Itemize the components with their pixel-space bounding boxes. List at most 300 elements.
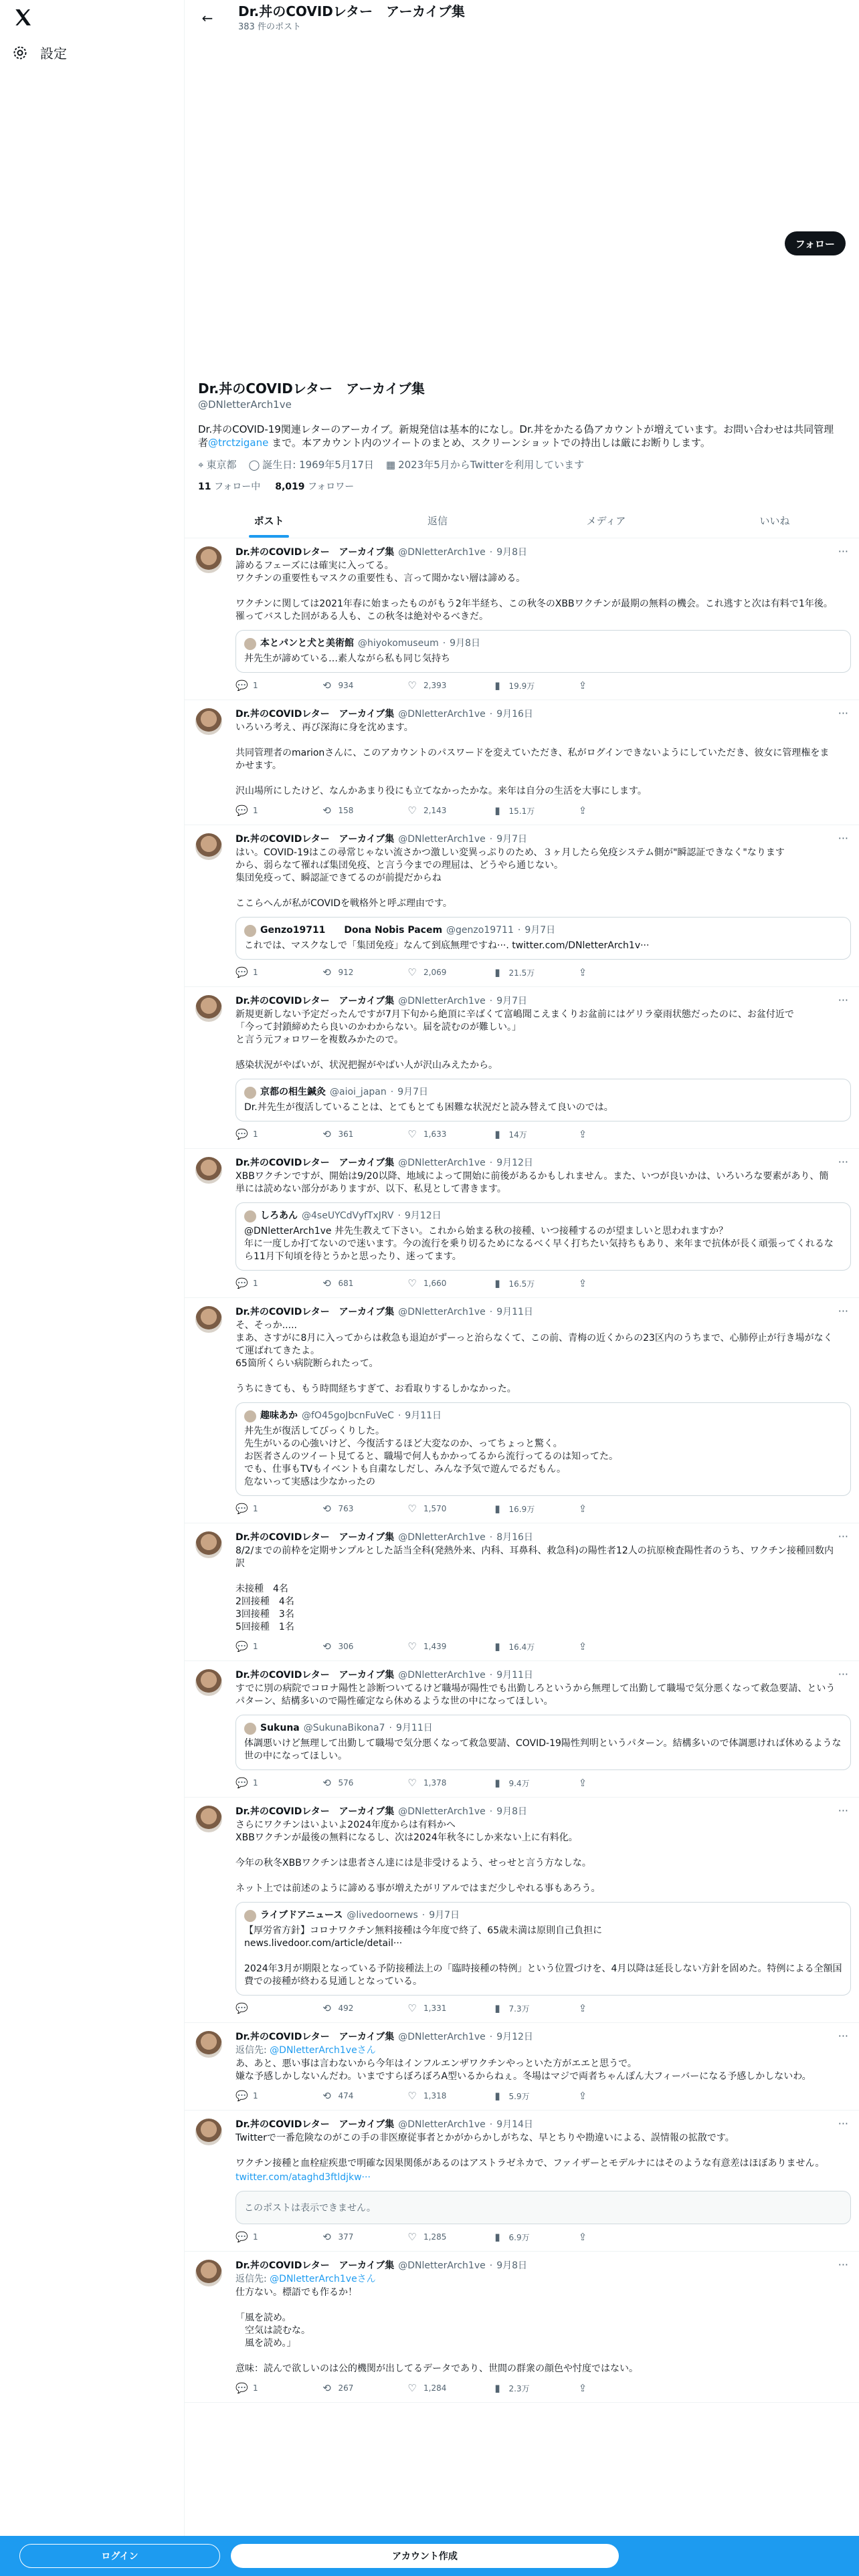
author-name[interactable]: Dr.丼のCOVIDレター アーカイブ集	[235, 1158, 395, 1168]
separator: ·	[489, 1806, 493, 1817]
reply-button[interactable]	[235, 2002, 296, 2014]
avatar[interactable]	[195, 1669, 222, 1696]
bio-text: Dr.丼のCOVID-19関連レターのアーカイブ。新規発信は基本的になし。Dr.丼をかたる偽アカウントが増えています。お問い合わせは共同管理者	[198, 423, 834, 449]
view-button[interactable]	[492, 1640, 552, 1652]
more-icon[interactable]: ···	[838, 1804, 848, 1817]
retweet-icon: ⟲	[322, 2231, 331, 2243]
tweet-header	[235, 708, 848, 720]
retweet-count: 474	[338, 2091, 354, 2101]
more-icon[interactable]: ···	[838, 1156, 848, 1168]
view-button[interactable]	[492, 2382, 552, 2394]
reply-count: 1	[253, 1130, 258, 1139]
retweet-icon: ⟲	[322, 1503, 331, 1515]
view-count: 6.9万	[508, 2232, 530, 2242]
tweet-actions	[235, 1277, 637, 1289]
like-count: 1,378	[423, 1778, 447, 1788]
quote-date: 9月11日	[396, 1723, 433, 1733]
view-button[interactable]	[492, 1277, 552, 1289]
tweet-date[interactable]: 9月8日	[496, 1806, 528, 1817]
reply-button[interactable]	[235, 679, 296, 691]
tweet[interactable]	[185, 2252, 859, 2403]
quote-date: 9月7日	[429, 1910, 460, 1921]
view-icon: ▮	[494, 1503, 500, 1515]
tweet[interactable]	[185, 2023, 859, 2111]
like-button[interactable]	[406, 1640, 466, 1652]
tweet[interactable]	[185, 987, 859, 1149]
reply-count: 1	[253, 1504, 258, 1513]
retweet-icon: ⟲	[322, 679, 331, 691]
quote-avatar	[244, 1910, 256, 1922]
author-handle: @DNletterArch1ve	[398, 1806, 486, 1817]
like-count: 1,331	[423, 2004, 447, 2013]
more-icon[interactable]: ···	[838, 2030, 848, 2042]
avatar[interactable]	[195, 833, 222, 860]
reply-to-prefix: 返信先:	[235, 2045, 270, 2056]
like-icon: ♡	[407, 2090, 417, 2102]
like-button[interactable]	[406, 1277, 466, 1289]
more-icon[interactable]: ···	[838, 1668, 848, 1681]
nav-settings[interactable]	[12, 43, 67, 62]
quoted-tweet[interactable]	[235, 630, 851, 673]
location	[198, 457, 236, 471]
share-icon: ⇪	[578, 966, 587, 978]
tweet-header	[235, 1306, 848, 1318]
reply-icon: 💬	[235, 966, 248, 978]
quote-text: 丼先生が復活してびっくりした。 先生がいるの心強いけど、今復活するほど大変なのか、ってちょっと驚く。 お医者さんのツイート見てると、職場で何人もかかってるから流行ってるのは知ってた。 でも、仕事もTVもイベントも自粛なしだし、みんな予気で遊んでるだもん。 危ないって実感は少なかったの	[244, 1426, 619, 1487]
reply-button[interactable]	[235, 1277, 296, 1289]
post-count: 383 件のポスト	[238, 22, 301, 32]
gear-icon	[12, 45, 28, 61]
followers-label: フォロワー	[308, 481, 355, 492]
more-icon[interactable]: ···	[838, 707, 848, 720]
quote-header	[244, 1909, 842, 1922]
author-name[interactable]: Dr.丼のCOVIDレター アーカイブ集	[235, 2119, 395, 2130]
retweet-button[interactable]	[321, 966, 381, 978]
tweet[interactable]	[185, 538, 859, 700]
share-icon: ⇪	[578, 679, 587, 691]
author-name[interactable]: Dr.丼のCOVIDレター アーカイブ集	[235, 2260, 395, 2271]
share-icon: ⇪	[578, 1777, 587, 1789]
profile-meta	[198, 457, 846, 471]
like-count: 1,284	[423, 2383, 447, 2393]
quote-author-handle: @SukunaBikona7	[303, 1723, 385, 1733]
separator: ·	[421, 1910, 425, 1921]
like-icon: ♡	[407, 1503, 417, 1515]
bio-link[interactable]: @trctzigane	[208, 437, 269, 449]
like-count: 1,318	[423, 2091, 447, 2101]
retweet-count: 377	[338, 2232, 354, 2242]
tweet-actions	[235, 2231, 637, 2243]
tweet-text: 諦めるフェーズには確実に入ってる。 ワクチンの重要性もマスクの重要性も、言って聞かない層は諦める。 ワクチンに関しては2021年春に始まったものがもう2年半経ち、この秋冬のXBBワクチンが最期の無料の機会。これ逃すと次は有料で1年後。 罹ってバスした回がある人も、この秋冬は絶対やるべきだ。	[235, 560, 833, 622]
author-handle: @DNletterArch1ve	[398, 709, 486, 720]
main-column	[185, 0, 859, 2403]
separator: ·	[489, 834, 493, 845]
reply-to-prefix: 返信先:	[235, 2274, 270, 2284]
quote-text: 体調悪いけど無理して出勤して職場で気分悪くなって救急要請、COVID-19陽性判明というパターン。結構多いので体調悪ければ休めるような世の中になってほしい。	[244, 1738, 842, 1761]
quote-header	[244, 924, 842, 937]
reply-count: 1	[253, 2232, 258, 2242]
quote-author-name: Sukuna	[260, 1723, 300, 1733]
reply-button[interactable]	[235, 804, 296, 817]
retweet-button[interactable]	[321, 1777, 381, 1789]
retweet-button[interactable]	[321, 1640, 381, 1652]
like-button[interactable]	[406, 679, 466, 691]
tweet[interactable]	[185, 1523, 859, 1661]
joined-text: 2023年5月からTwitterを利用しています	[398, 459, 585, 471]
separator: ·	[489, 2119, 493, 2130]
more-icon[interactable]: ···	[838, 1305, 848, 1317]
retweet-icon: ⟲	[322, 804, 331, 817]
quote-text: @DNletterArch1ve 丼先生教えて下さい。これから始まる秋の接種、いつ接種するのが望ましいと思われますか？ 年に一度しか打てないので迷います。今の流行を乗り切るためになるべく早く打ちたい気持ちもあり、来年まで抗体が長く頑張ってくれるなら11月下旬頃を待とうかと思ったり、迷ってます。	[244, 1226, 834, 1262]
share-button[interactable]	[577, 2231, 637, 2243]
quoted-tweet[interactable]	[235, 1402, 851, 1496]
share-button[interactable]	[577, 679, 637, 691]
tweet[interactable]	[185, 2111, 859, 2252]
avatar[interactable]	[195, 1806, 222, 1832]
like-icon: ♡	[407, 679, 417, 691]
retweet-button[interactable]	[321, 1277, 381, 1289]
quote-header	[244, 1410, 842, 1422]
tweet-text: あ、あと、悪い事は言わないから今年はインフルエンザワクチンやっといた方がエエと思うで。 嫌な予感しかしないんだわ。いまですらぼろぼろA型いるからねぇ。冬場はマジで両者ちゃんぽん大フィーバーになる予感しかしないわ。	[235, 2058, 812, 2082]
profile-name: Dr.丼のCOVIDレター アーカイブ集	[198, 381, 425, 397]
share-button[interactable]	[577, 2090, 637, 2102]
author-handle: @DNletterArch1ve	[398, 547, 486, 558]
view-button[interactable]	[492, 2002, 552, 2014]
share-button[interactable]	[577, 1503, 637, 1515]
like-count: 1,660	[423, 1279, 447, 1288]
tweet[interactable]	[185, 825, 859, 987]
like-icon: ♡	[407, 966, 417, 978]
reply-icon: 💬	[235, 1128, 248, 1140]
tweet-date[interactable]: 9月7日	[496, 996, 528, 1006]
like-count: 2,393	[423, 681, 447, 690]
share-icon: ⇪	[578, 2090, 587, 2102]
retweet-count: 934	[338, 681, 354, 690]
more-icon[interactable]: ···	[838, 994, 848, 1006]
avatar[interactable]	[195, 708, 222, 735]
retweet-count: 492	[338, 2004, 354, 2013]
tweet-header	[235, 546, 848, 558]
share-button[interactable]	[577, 1640, 637, 1652]
reply-button[interactable]	[235, 1777, 296, 1789]
like-button[interactable]	[406, 2231, 466, 2243]
view-icon: ▮	[494, 679, 500, 691]
separator: ·	[489, 1670, 493, 1681]
quote-header	[244, 637, 842, 650]
quoted-tweet[interactable]	[235, 1202, 851, 1271]
quote-date: 9月8日	[450, 638, 480, 649]
tweet-date[interactable]: 9月11日	[496, 1307, 533, 1317]
like-count: 2,143	[423, 806, 447, 815]
view-icon: ▮	[494, 1128, 500, 1140]
tweet-header	[235, 2260, 848, 2272]
tweet-text: XBBワクチンですが、開始は9/20以降、地域によって開始に前後があるかもしれません。また、いつが良いかは、いろいろな要素があり、簡単には読めない部分がありますが、以下、私見として書きます。	[235, 1171, 829, 1194]
separator: ·	[389, 1723, 392, 1733]
avatar[interactable]	[195, 2260, 222, 2286]
quote-text: これでは、マスクなしで「集団免疫」なんて到底無理ですね···. twitter.com/DNletterArch1v···	[244, 940, 650, 951]
separator: ·	[397, 1410, 401, 1421]
author-handle: @DNletterArch1ve	[398, 1158, 486, 1168]
tweet-date[interactable]: 9月7日	[496, 834, 528, 845]
view-count: 19.9万	[508, 681, 535, 691]
tweet-actions	[235, 1640, 637, 1652]
like-button[interactable]	[406, 804, 466, 817]
retweet-count: 681	[338, 1279, 354, 1288]
tweet-actions	[235, 679, 637, 691]
view-icon: ▮	[494, 2090, 500, 2102]
reply-icon: 💬	[235, 679, 248, 691]
reply-icon: 💬	[235, 2090, 248, 2102]
quote-author-handle: @hiyokomuseum	[358, 638, 439, 649]
author-name[interactable]: Dr.丼のCOVIDレター アーカイブ集	[235, 547, 395, 558]
reply-count: 1	[253, 968, 258, 977]
author-handle: @DNletterArch1ve	[398, 1307, 486, 1317]
reply-button[interactable]	[235, 1640, 296, 1652]
avatar[interactable]	[195, 1157, 222, 1184]
signup-button[interactable]: アカウント作成	[231, 2544, 619, 2568]
author-name[interactable]: Dr.丼のCOVIDレター アーカイブ集	[235, 1806, 395, 1817]
like-count: 1,285	[423, 2232, 447, 2242]
share-button[interactable]	[577, 2382, 637, 2394]
more-icon[interactable]: ···	[838, 832, 848, 845]
view-icon: ▮	[494, 2002, 500, 2014]
view-button[interactable]	[492, 2090, 552, 2102]
separator: ·	[489, 1307, 493, 1317]
author-name[interactable]: Dr.丼のCOVIDレター アーカイブ集	[235, 834, 395, 845]
tweet-header	[235, 995, 848, 1007]
tweet-header	[235, 1669, 848, 1681]
tweet-text: そ、そっか..... まあ、さすがに8月に入ってからは救急も退迫がずーっと治らなくて、この前、青梅の近くからの23区内のうちまで、心肺停止が行き場がなくて運ばれてきたよ。 65箇所くらい病院断られたって。 うちにきても、もう時間経ちすぎて、お看取りするしかなかった。	[235, 1320, 833, 1394]
like-icon: ♡	[407, 2231, 417, 2243]
tab-media[interactable]: メディア	[586, 515, 626, 527]
like-button[interactable]	[406, 1128, 466, 1140]
author-name[interactable]: Dr.丼のCOVIDレター アーカイブ集	[235, 2032, 395, 2042]
tweet-text: 新規更新しない予定だったんですが7月下旬から絶頂に辛ばくて富嶋聞こえまくりお盆前にはゲリラ豪雨状態だったのに、お盆付近で 「今って封鎖締めたら良いのかわからない。届を読むのが難しい。」 と言う元フォロワーを複数みかたので。 感染状況がやばいが、状況把握がやばい人が沢山みえたから。	[235, 1009, 794, 1071]
retweet-icon: ⟲	[322, 1277, 331, 1289]
view-button[interactable]	[492, 679, 552, 691]
reply-to-link[interactable]: @DNletterArch1veさん	[270, 2045, 376, 2056]
quote-author-name: 趣味あか	[260, 1410, 298, 1421]
view-count: 16.9万	[508, 1504, 535, 1514]
share-button[interactable]	[577, 2002, 637, 2014]
profile-bio	[198, 423, 840, 449]
author-name[interactable]: Dr.丼のCOVIDレター アーカイブ集	[235, 996, 395, 1006]
like-button[interactable]	[406, 1503, 466, 1515]
view-count: 15.1万	[508, 806, 535, 816]
view-button[interactable]	[492, 1128, 552, 1140]
back-arrow-icon[interactable]: ←	[201, 9, 213, 26]
like-count: 1,633	[423, 1130, 447, 1139]
author-handle: @DNletterArch1ve	[398, 996, 486, 1006]
quoted-tweet[interactable]	[235, 917, 851, 960]
separator: ·	[489, 2032, 493, 2042]
more-icon[interactable]: ···	[838, 1530, 848, 1543]
view-button[interactable]	[492, 804, 552, 817]
reply-button[interactable]	[235, 2090, 296, 2102]
retweet-button[interactable]	[321, 804, 381, 817]
reply-icon: 💬	[235, 2002, 248, 2014]
share-icon: ⇪	[578, 2382, 587, 2394]
followers-link[interactable]	[275, 479, 354, 493]
like-button[interactable]	[406, 966, 466, 978]
tab-replies[interactable]: 返信	[427, 515, 448, 527]
more-icon[interactable]: ···	[838, 545, 848, 558]
tweet-date[interactable]: 9月12日	[496, 2032, 533, 2042]
view-button[interactable]	[492, 1777, 552, 1789]
retweet-icon: ⟲	[322, 1777, 331, 1789]
avatar[interactable]	[195, 1306, 222, 1333]
reply-to-link[interactable]: @DNletterArch1veさん	[270, 2274, 376, 2284]
retweet-button[interactable]	[321, 679, 381, 691]
like-icon: ♡	[407, 2002, 417, 2014]
tweet[interactable]	[185, 1298, 859, 1523]
view-count: 16.4万	[508, 1642, 535, 1652]
view-button[interactable]	[492, 966, 552, 978]
quote-author-name: ライブドアニュース	[260, 1910, 343, 1921]
quote-header	[244, 1210, 842, 1222]
tweet-date[interactable]: 9月11日	[496, 1670, 533, 1681]
topbar-title: Dr.丼のCOVIDレター アーカイブ集	[238, 3, 465, 19]
tweet-text: はい。COVID-19はこの尋常じゃない流さかつ激しい変異っぷりのため、３ヶ月したら免疫システム側が"瞬認証できなく"なります から、弱らなて罹れば集団免疫、と言う今までの理屈は、どうやら通じない。 集団免疫って、瞬認証できてるのが前提だからね ここらへんが私がCOVIDを戦格外と呼ぶ理由です。	[235, 847, 785, 909]
tweet-actions	[235, 2382, 637, 2394]
retweet-button[interactable]	[321, 2002, 381, 2014]
retweet-icon: ⟲	[322, 2002, 331, 2014]
tweet-date[interactable]: 9月12日	[496, 1158, 533, 1168]
retweet-count: 912	[338, 968, 354, 977]
retweet-button[interactable]	[321, 2382, 381, 2394]
quoted-tweet[interactable]	[235, 1715, 851, 1770]
birthday-text: 誕生日: 1969年5月17日	[262, 459, 374, 471]
following-link[interactable]	[198, 479, 260, 493]
share-button[interactable]	[577, 1777, 637, 1789]
like-button[interactable]	[406, 2382, 466, 2394]
view-icon: ▮	[494, 2231, 500, 2243]
retweet-icon: ⟲	[322, 2090, 331, 2102]
tweet-date[interactable]: 9月8日	[496, 2260, 528, 2271]
avatar[interactable]	[195, 1531, 222, 1558]
joined	[386, 457, 584, 471]
author-name[interactable]: Dr.丼のCOVIDレター アーカイブ集	[235, 1307, 395, 1317]
tweet[interactable]	[185, 1798, 859, 2023]
reply-button[interactable]	[235, 2382, 296, 2394]
quote-avatar	[244, 638, 256, 650]
author-name[interactable]: Dr.丼のCOVIDレター アーカイブ集	[235, 1532, 395, 1543]
top-bar	[185, 0, 859, 35]
reply-button[interactable]	[235, 966, 296, 978]
view-icon: ▮	[494, 1777, 500, 1789]
follow-button[interactable]: フォロー	[785, 231, 846, 255]
reply-icon: 💬	[235, 2231, 248, 2243]
reply-button[interactable]	[235, 1503, 296, 1515]
tab-likes[interactable]: いいね	[759, 515, 790, 527]
like-button[interactable]	[406, 2090, 466, 2102]
view-button[interactable]	[492, 1503, 552, 1515]
avatar[interactable]	[195, 2031, 222, 2058]
author-handle: @DNletterArch1ve	[398, 1532, 486, 1543]
like-icon: ♡	[407, 2382, 417, 2394]
share-icon: ⇪	[578, 1128, 587, 1140]
tweet-header	[235, 2031, 848, 2043]
quote-author-handle: @livedoornews	[347, 1910, 418, 1921]
left-nav	[0, 0, 185, 2576]
birthday	[248, 457, 373, 471]
share-button[interactable]	[577, 1128, 637, 1140]
author-name[interactable]: Dr.丼のCOVIDレター アーカイブ集	[235, 1670, 395, 1681]
tweet[interactable]	[185, 1661, 859, 1798]
share-button[interactable]	[577, 804, 637, 817]
login-button[interactable]: ログイン	[19, 2544, 220, 2568]
tweet-text: さらにワクチンはいよいよ2024年度からは有料かへ XBBワクチンが最後の無料になるし、次は2024年秋冬にしか来ない上に有料化。 今年の秋冬XBBワクチンは患者さん達には是非受けるよう、せっせと言う方なしな。 ネット上では前述のように諦める事が増えたがリアルではまだ少しやれる事もあろう。	[235, 1820, 601, 1894]
tab-posts[interactable]: ポスト	[185, 504, 353, 538]
retweet-button[interactable]	[321, 1503, 381, 1515]
share-button[interactable]	[577, 966, 637, 978]
quote-author-handle: @aioi_japan	[330, 1087, 387, 1097]
tweet-header	[235, 1806, 848, 1818]
separator: ·	[390, 1087, 394, 1097]
quoted-tweet[interactable]	[235, 1079, 851, 1121]
quote-author-name: しろあん	[260, 1210, 298, 1221]
more-icon[interactable]: ···	[838, 2258, 848, 2271]
reply-button[interactable]	[235, 1128, 296, 1140]
retweet-icon: ⟲	[322, 966, 331, 978]
reply-icon: 💬	[235, 1503, 248, 1515]
reply-count: 1	[253, 2383, 258, 2393]
tweet-header	[235, 833, 848, 845]
retweet-button[interactable]	[321, 1128, 381, 1140]
author-handle: @DNletterArch1ve	[398, 834, 486, 845]
retweet-icon: ⟲	[322, 2382, 331, 2394]
like-button[interactable]	[406, 1777, 466, 1789]
tweet-date[interactable]: 9月14日	[496, 2119, 533, 2130]
like-count: 1,570	[423, 1504, 447, 1513]
separator: ·	[489, 547, 493, 558]
view-count: 16.5万	[508, 1279, 535, 1289]
tweet[interactable]	[185, 700, 859, 825]
quoted-tweet[interactable]	[235, 1902, 851, 1996]
tweet-actions	[235, 1777, 637, 1789]
avatar[interactable]	[195, 995, 222, 1022]
like-button[interactable]	[406, 2002, 466, 2014]
retweet-button[interactable]	[321, 2231, 381, 2243]
quote-header	[244, 1722, 842, 1735]
avatar[interactable]	[195, 2119, 222, 2145]
tweet-date[interactable]: 9月8日	[496, 547, 528, 558]
tweet-text: すでに別の病院でコロナ陽性と診断ついてるけど職場が陽性でも出勤しろというから無理して出勤して職場で気分悪くなって救急要請、というパターン、結構多いので陽性確定なら休めるような世の中になってほしい。	[235, 1683, 836, 1707]
retweet-button[interactable]	[321, 2090, 381, 2102]
view-count: 7.3万	[508, 2004, 530, 2014]
separator: ·	[489, 709, 493, 720]
share-button[interactable]	[577, 1277, 637, 1289]
view-button[interactable]	[492, 2231, 552, 2243]
more-icon[interactable]: ···	[838, 2117, 848, 2130]
reply-count: 1	[253, 1778, 258, 1788]
tweet-date[interactable]: 8月16日	[496, 1532, 533, 1543]
tweet[interactable]	[185, 1149, 859, 1298]
x-logo-icon[interactable]	[12, 7, 33, 28]
avatar[interactable]	[195, 546, 222, 573]
reply-button[interactable]	[235, 2231, 296, 2243]
reply-to	[235, 2272, 848, 2285]
reply-count: 1	[253, 2091, 258, 2101]
separator: ·	[489, 1158, 493, 1168]
tweet-link[interactable]: twitter.com/ataghd3ftldjkw···	[235, 2172, 371, 2183]
profile-tabs	[185, 504, 859, 538]
author-name[interactable]: Dr.丼のCOVIDレター アーカイブ集	[235, 709, 395, 720]
retweet-icon: ⟲	[322, 1640, 331, 1652]
tweet-date[interactable]: 9月16日	[496, 709, 533, 720]
tweet-text: Twitterで一番危険なのがこの手の非医療従事者とかがからかしがちな、早とちりや勘違いによる、誤情報の拡散です。 ワクチン接種と血栓症疾患で明確な因果関係があるのはアストラゼネカで、ファイザーとモデルナにはそのような有意差はほぼありません。	[235, 2133, 825, 2169]
like-icon: ♡	[407, 1277, 417, 1289]
